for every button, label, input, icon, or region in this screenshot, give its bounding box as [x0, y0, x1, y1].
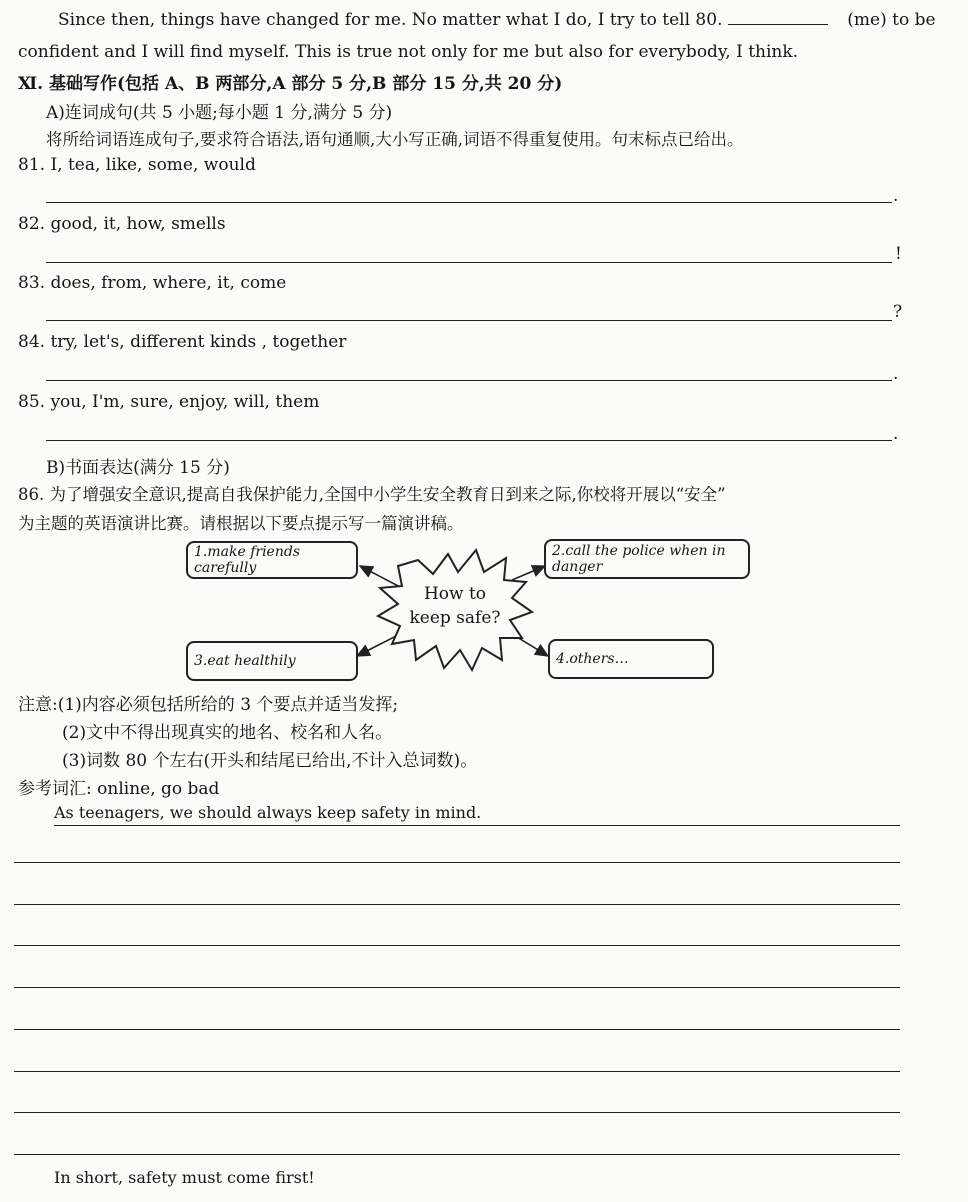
end-mark-85: . — [893, 424, 899, 444]
diagram-box-2: 2.call the police when in danger — [544, 539, 750, 579]
end-mark-82: ! — [895, 244, 902, 264]
end-mark-81: . — [893, 186, 899, 206]
question-81: 81. I, tea, like, some, would — [18, 155, 256, 175]
essay-line-8[interactable] — [14, 1112, 900, 1113]
arrow-to-box-2 — [512, 566, 545, 580]
essay-opening: As teenagers, we should always keep safety in mind. — [54, 803, 482, 822]
part-b-prompt-line-1: 86. 为了增强安全意识,提高自我保护能力,全国中小学生安全教育日到来之际,你校将开展以“安全” — [18, 485, 726, 504]
essay-line-6[interactable] — [14, 1029, 900, 1030]
section-title: Ⅺ. 基础写作(包括 A、B 两部分,A 部分 5 分,B 部分 15 分,共 20 分) — [18, 74, 563, 94]
essay-line-5[interactable] — [14, 987, 900, 988]
answer-line-83[interactable] — [46, 320, 892, 321]
diagram-center-line-2: keep safe? — [409, 608, 501, 628]
question-82: 82. good, it, how, smells — [18, 214, 226, 234]
diagram-box-4: 4.others… — [548, 639, 714, 679]
passage-line-1 — [58, 10, 936, 30]
essay-line-3[interactable] — [14, 904, 900, 905]
passage-hint: (me) to be — [847, 10, 936, 30]
part-b-title: B)书面表达(满分 15 分) — [46, 458, 230, 478]
answer-line-82[interactable] — [46, 262, 892, 263]
note-2: (2)文中不得出现真实的地名、校名和人名。 — [62, 723, 393, 743]
diagram-center-line-1: How to — [423, 584, 487, 604]
diagram-center-text — [400, 582, 510, 630]
essay-closing: In short, safety must come first! — [54, 1168, 315, 1187]
essay-line-2[interactable] — [14, 862, 900, 863]
part-a-instruction: 将所给词语连成句子,要求符合语法,语句通顺,大小写正确,词语不得重复使用。句末标点已给出。 — [46, 130, 744, 149]
diagram-box-1: 1.make friends carefully — [186, 541, 358, 579]
answer-line-85[interactable] — [46, 440, 892, 441]
question-83: 83. does, from, where, it, come — [18, 273, 287, 293]
essay-line-9[interactable] — [14, 1154, 900, 1155]
question-84: 84. try, let's, different kinds , together — [18, 332, 347, 352]
note-1: 注意:(1)内容必须包括所给的 3 个要点并适当发挥; — [18, 695, 399, 715]
answer-line-84[interactable] — [46, 380, 892, 381]
part-b-prompt-line-2: 为主题的英语演讲比赛。请根据以下要点提示写一篇演讲稿。 — [18, 514, 464, 533]
reference-vocabulary: 参考词汇: online, go bad — [18, 779, 220, 799]
passage-line-2: confident and I will find myself. This is true not only for me but also for everybody, I think. — [18, 42, 799, 62]
end-mark-83: ? — [893, 302, 903, 322]
note-3: (3)词数 80 个左右(开头和结尾已给出,不计入总词数)。 — [62, 751, 478, 771]
diagram-box-3: 3.eat healthily — [186, 641, 358, 681]
arrow-to-box-1 — [360, 566, 402, 588]
arrow-to-box-3 — [357, 634, 400, 656]
question-85: 85. you, I'm, sure, enjoy, will, them — [18, 392, 320, 412]
essay-line-7[interactable] — [14, 1071, 900, 1072]
part-a-title: A)连词成句(共 5 小题;每小题 1 分,满分 5 分) — [46, 103, 393, 123]
answer-line-81[interactable] — [46, 202, 892, 203]
answer-blank-80[interactable] — [728, 10, 828, 25]
essay-line-1[interactable] — [54, 825, 900, 826]
essay-line-4[interactable] — [14, 945, 900, 946]
end-mark-84: . — [893, 364, 899, 384]
passage-line-1-text: Since then, things have changed for me. No matter what I do, I try to tell 80. — [58, 10, 723, 30]
